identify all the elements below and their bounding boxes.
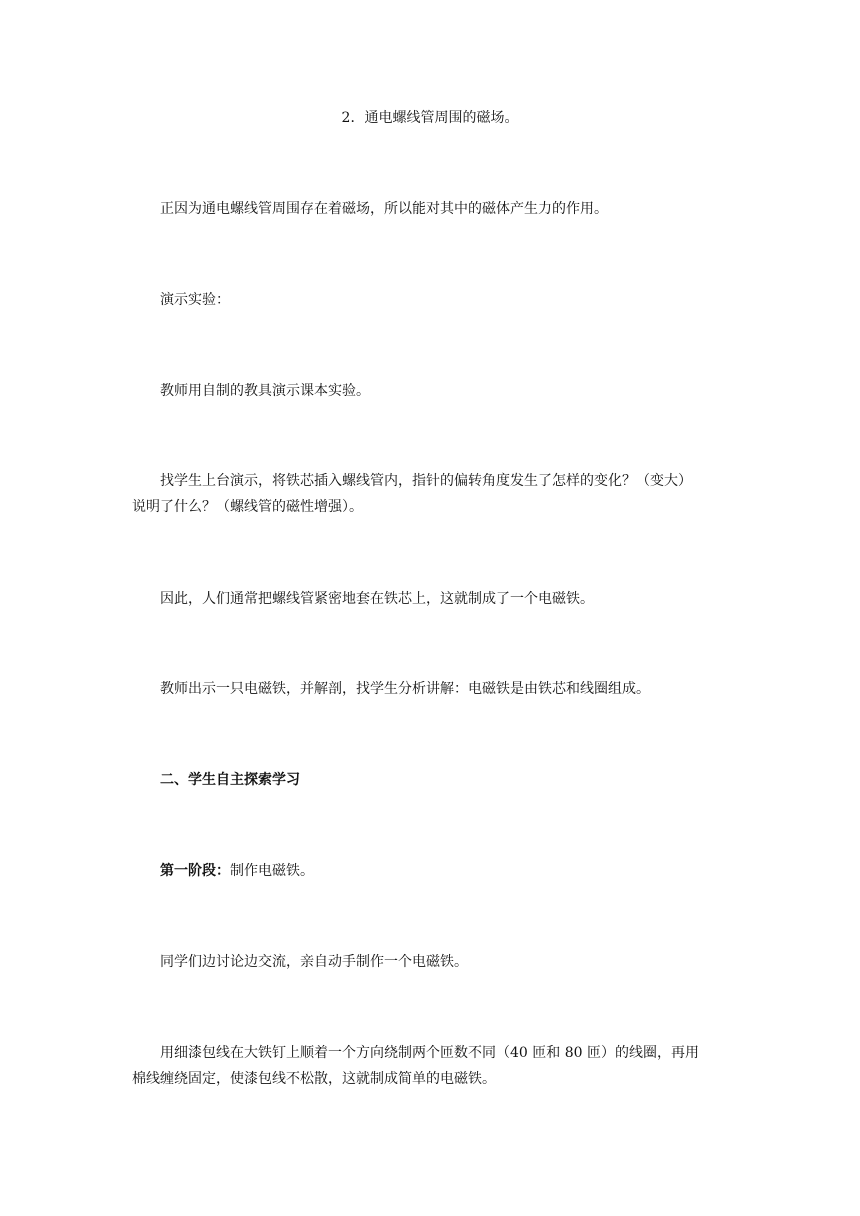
paragraph-winding-line2: 棉线缠绕固定，使漆包线不松散，这就制成简单的电磁铁。	[132, 1071, 496, 1087]
paragraph-electromagnet-dissect: 教师出示一只电磁铁，并解剖，找学生分析讲解：电磁铁是由铁芯和线圈组成。	[160, 681, 650, 697]
paragraph-winding-line1: 用细漆包线在大铁钉上顺着一个方向绕制两个匝数不同（40 匝和 80 匝）的线圈，再用	[160, 1045, 699, 1061]
paragraph-student-demo-line2: 说明了什么？（螺线管的磁性增强）。	[132, 499, 363, 515]
paragraph-demo-label: 演示实验：	[160, 292, 230, 308]
paragraph-electromagnet-made: 因此，人们通常把螺线管紧密地套在铁芯上，这就制成了一个电磁铁。	[160, 591, 594, 607]
paragraph-student-demo	[132, 468, 742, 520]
paragraph-magnetic-field: 正因为通电螺线管周围存在着磁场，所以能对其中的磁体产生力的作用。	[160, 201, 608, 217]
paragraph-student-demo-line1: 找学生上台演示，将铁芯插入螺线管内，指针的偏转角度发生了怎样的变化？（变大）	[160, 473, 692, 489]
stage1-text: 制作电磁铁。	[230, 863, 314, 879]
paragraph-teacher-demo: 教师用自制的教具演示课本实验。	[160, 383, 370, 399]
paragraph-winding-instructions	[132, 1040, 742, 1092]
section-heading: 2．通电螺线管周围的磁场。	[341, 110, 519, 126]
section-title-self-study: 二、学生自主探索学习	[160, 772, 300, 788]
stage1-label: 第一阶段：	[160, 863, 230, 879]
paragraph-make-electromagnet: 同学们边讨论边交流，亲自动手制作一个电磁铁。	[160, 954, 468, 970]
paragraph-stage1	[132, 861, 742, 882]
